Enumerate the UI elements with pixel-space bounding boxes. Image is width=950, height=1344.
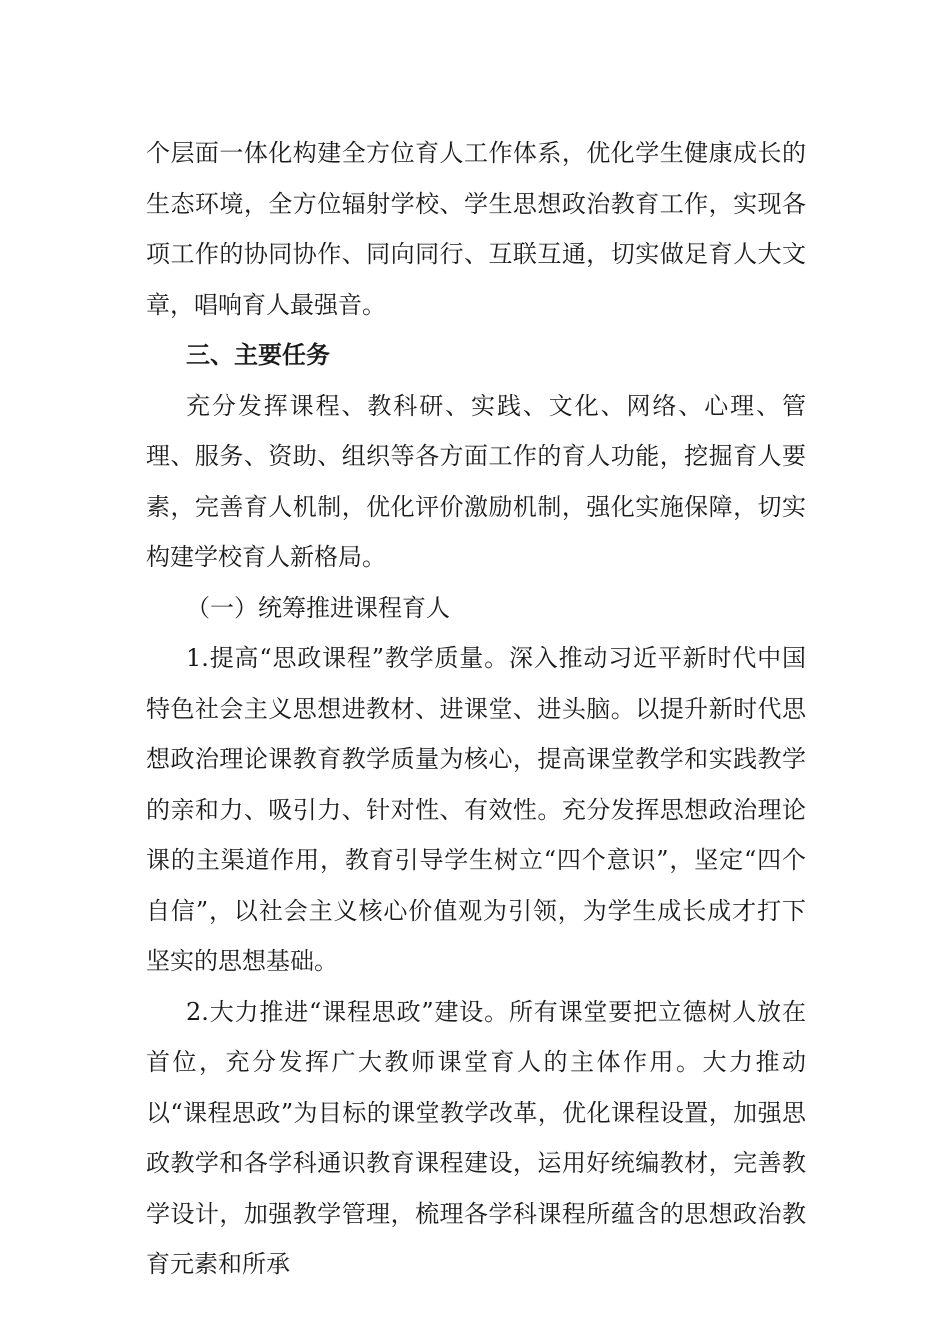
paragraph-item-1: 1.提高“思政课程”教学质量。深入推动习近平新时代中国特色社会主义思想进教材、进课堂、进头脑。以提升新时代思想政治理论课教育教学质量为核心，提高课堂教学和实践教学的亲和力、吸引力、针对性、有效性。充分发挥思想政治理论课的主渠道作用，教育引导学生树立“四个意识”，坚定“四个自信”，以社会主义核心价值观为引领，为学生成长成才打下坚实的思想基础。 <box>146 644 806 975</box>
paragraph-intro: 充分发挥课程、教科研、实践、文化、网络、心理、管理、服务、资助、组织等各方面工作的育人功能，挖掘育人要素，完善育人机制，优化评价激励机制，强化实施保障，切实构建学校育人新格局。 <box>146 391 806 571</box>
document-body <box>146 128 806 1290</box>
section-heading: 三、主要任务 <box>186 341 330 369</box>
subsection-heading: （一）统筹推进课程育人 <box>186 593 450 622</box>
paragraph-item-2: 2.大力推进“课程思政”建设。所有课堂要把立德树人放在首位，充分发挥广大教师课堂育人的主体作用。大力推动以“课程思政”为目标的课堂教学改革，优化课程设置，加强思政教学和各学科通识教育课程建设，运用好统编教材，完善教学设计，加强教学管理，梳理各学科课程所蕴含的思想政治教育元素和所承 <box>146 997 806 1278</box>
paragraph-continuation: 个层面一体化构建全方位育人工作体系，优化学生健康成长的生态环境，全方位辐射学校、学生思想政治教育工作，实现各项工作的协同协作、同向同行、互联互通，切实做足育人大文章，唱响育人最强音。 <box>146 139 806 319</box>
